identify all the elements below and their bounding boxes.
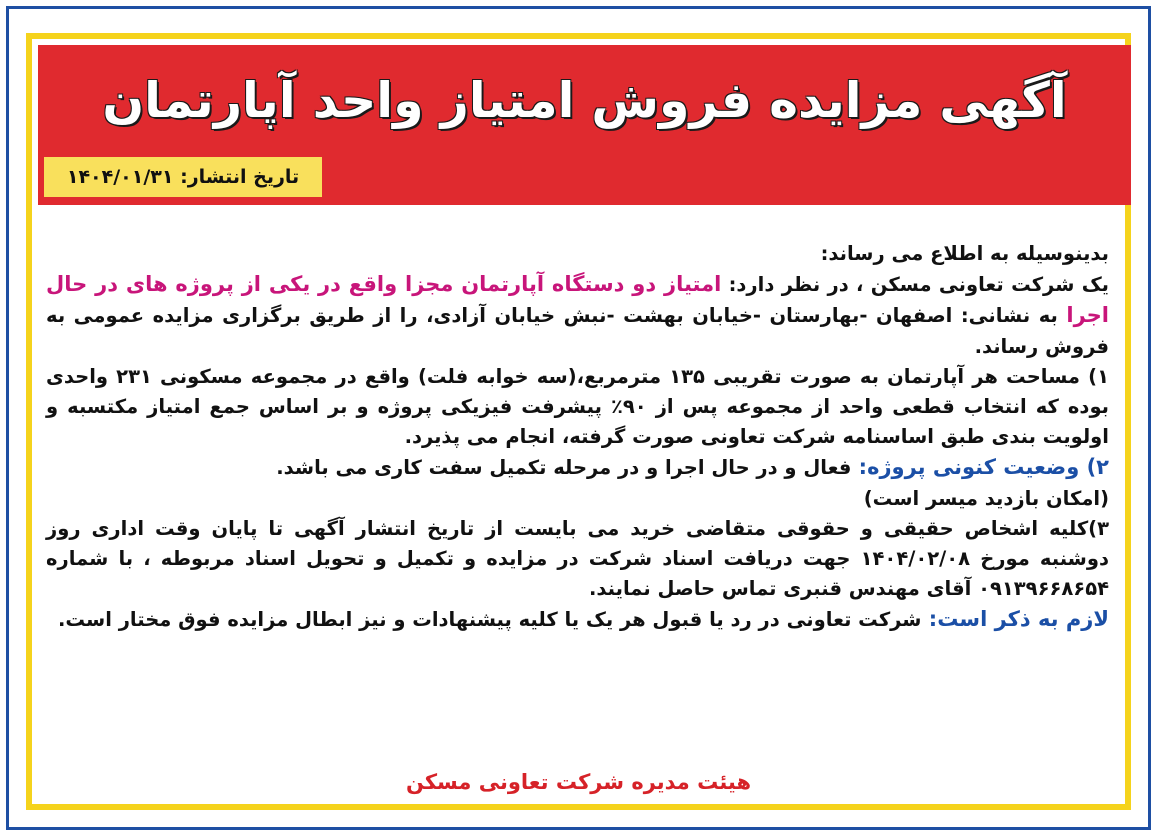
item-2	[46, 452, 1109, 483]
item-2-note: (امکان بازدید میسر است)	[863, 486, 1109, 510]
inner-frame	[26, 33, 1131, 810]
item-2-text: فعال و در حال اجرا و در مرحله تکمیل سفت کاری می باشد.	[276, 456, 852, 480]
item-3: ۳)کلیه اشخاص حقیقی و حقوقی متقاضی خرید می بایست از تاریخ انتشار آگهی تا پایان وقت اداری روز دوشنبه مورخ ۱۴۰۴/۰۲/۰۸ جهت دریافت اسناد شرکت در مزایده و تکمیل و تحویل اسناد مربوطه ، با شماره ۰۹۱۳۹۶۶۸۶۵۴ آقای مهندس قنبری تماس حاصل نمایند.	[46, 516, 1109, 601]
item-2-label: ۲) وضعیت کنونی پروژه:	[851, 455, 1109, 480]
notice-body	[46, 239, 1109, 636]
signature: هیئت مدیره شرکت تعاونی مسکن	[405, 770, 752, 794]
p1-text-a: یک شرکت تعاونی مسکن ، در نظر دارد:	[721, 273, 1109, 297]
note	[46, 604, 1109, 635]
publish-date-badge: تاریخ انتشار: ۱۴۰۴/۰۱/۳۱	[44, 157, 322, 197]
p1-text-b: به نشانی: اصفهان -بهارستان -خیابان بهشت -نبش خیابان آزادی، را از طریق برگزاری مزایده عمومی به فروش رساند.	[46, 304, 1109, 358]
paragraph-1	[46, 269, 1109, 362]
note-label: لازم به ذکر است:	[921, 607, 1109, 632]
header-banner	[38, 45, 1131, 205]
outer-frame	[6, 6, 1151, 830]
notice-title: آگهی مزایده فروش امتیاز واحد آپارتمان	[102, 72, 1067, 129]
note-text: شرکت تعاونی در رد یا قبول هر یک یا کلیه پیشنهادات و نیز ابطال مزایده فوق مختار است.	[58, 608, 922, 632]
project-highlight: امتیاز دو دستگاه آپارتمان مجزا واقع در یکی از پروژه های در حال اجرا	[46, 272, 1109, 328]
intro-line: بدینوسیله به اطلاع می رساند:	[820, 242, 1109, 265]
item-1: ۱) مساحت هر آپارتمان به صورت تقریبی ۱۳۵ مترمربع،(سه خوابه فلت) واقع در مجموعه مسکونی ۲۳۱ واحدی بوده که انتخاب قطعی واحد از مجموعه پس از ۹۰٪ پیشرفت فیزیکی پروژه و بر اساس جمع امتیاز مکتسبه و اولویت بندی طبق اساسنامه شرکت تعاونی صورت گرفته، انجام می پذیرد.	[46, 364, 1109, 449]
